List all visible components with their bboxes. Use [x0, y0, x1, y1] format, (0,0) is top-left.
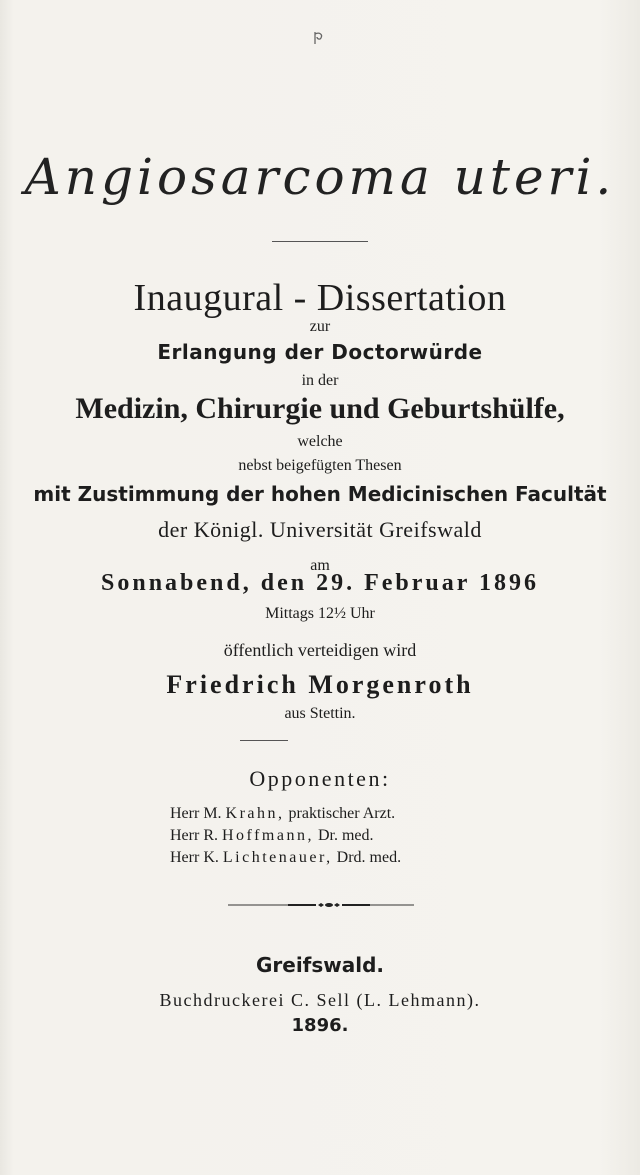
- opponent-name: Lichtenauer,: [222, 849, 333, 866]
- opponent-row: [170, 847, 401, 869]
- opponent-prefix: Herr R.: [170, 827, 218, 844]
- opponent-title: Dr. med.: [317, 827, 374, 844]
- welche-text: welche: [297, 433, 343, 450]
- author-name: Friedrich Morgenroth: [166, 670, 474, 699]
- verteidigen-text: öffentlich verteidigen wird: [223, 640, 417, 660]
- dissertation-title: Angiosarcoma uteri.: [24, 148, 616, 206]
- opponents-divider: [240, 740, 288, 741]
- opponent-row: [170, 803, 401, 825]
- opponents-list: [170, 803, 401, 869]
- date-text: Sonnabend, den 29. Februar 1896: [101, 570, 539, 596]
- printer-text: Buchdruckerei C. Sell (L. Lehmann).: [159, 990, 481, 1010]
- origin-text: aus Stettin.: [284, 705, 356, 722]
- am-text: am: [310, 557, 330, 574]
- opponent-row: [170, 825, 401, 847]
- in-der-text: in der: [301, 372, 339, 389]
- fields-text: Medizin, Chirurgie und Geburtshülfe,: [75, 392, 565, 425]
- opponents-heading: Opponenten:: [249, 766, 391, 791]
- place-text: Greifswald.: [255, 953, 385, 977]
- zustimmung-text: mit Zustimmung der hohen Medicinischen Facultät: [33, 482, 607, 506]
- opponent-title: praktischer Arzt.: [288, 805, 396, 822]
- opponent-prefix: Herr M.: [170, 805, 222, 822]
- erlangung-text: Erlangung der Doctorwürde: [157, 340, 483, 364]
- opponent-name: Krahn,: [225, 805, 285, 822]
- zur-text: zur: [309, 318, 331, 335]
- opponent-title: Drd. med.: [336, 849, 402, 866]
- title-divider: [272, 241, 368, 242]
- dissertation-heading: Inaugural - Dissertation: [133, 277, 507, 319]
- year-text: 1896.: [291, 1015, 349, 1036]
- opponent-prefix: Herr K.: [170, 849, 219, 866]
- ornament-divider-icon: [228, 903, 414, 907]
- university-text: der Königl. Universität Greifswald: [158, 517, 482, 542]
- ink-mark-icon: [312, 30, 326, 46]
- time-text: Mittags 12½ Uhr: [265, 605, 375, 622]
- opponent-name: Hoffmann,: [221, 827, 314, 844]
- nebst-text: nebst beigefügten Thesen: [238, 457, 402, 474]
